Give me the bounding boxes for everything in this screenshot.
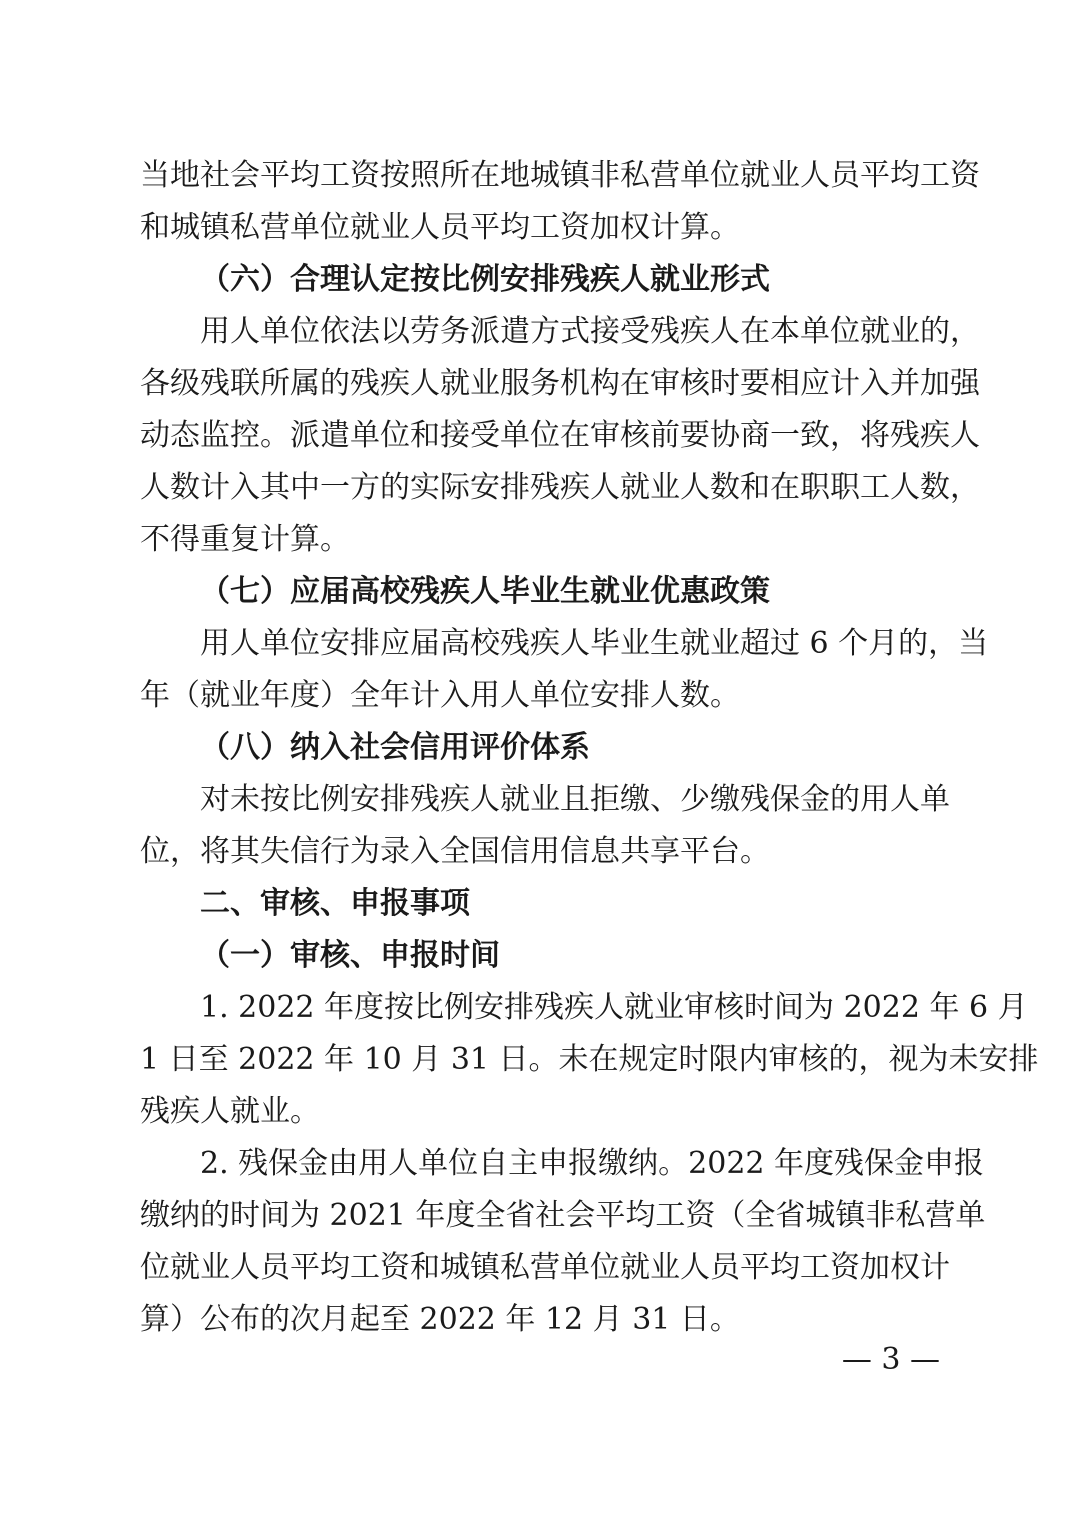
paragraph-line: 年（就业年度）全年计入用人单位安排人数。 bbox=[140, 678, 740, 713]
paragraph-line: 位就业人员平均工资和城镇私营单位就业人员平均工资加权计 bbox=[140, 1250, 950, 1285]
paragraph-line: 动态监控。派遣单位和接受单位在审核前要协商一致，将残疾人 bbox=[140, 418, 980, 453]
section-heading-1: （一）审核、申报时间 bbox=[200, 938, 500, 973]
section-heading-8: （八）纳入社会信用评价体系 bbox=[200, 730, 590, 765]
paragraph-line: 对未按比例安排残疾人就业且拒缴、少缴残保金的用人单 bbox=[200, 782, 950, 817]
paragraph-line: 2. 残保金由用人单位自主申报缴纳。2022 年度残保金申报 bbox=[200, 1146, 985, 1181]
paragraph-line: 当地社会平均工资按照所在地城镇非私营单位就业人员平均工资 bbox=[140, 158, 980, 193]
paragraph-line: 缴纳的时间为 2021 年度全省社会平均工资（全省城镇非私营单 bbox=[140, 1198, 986, 1233]
paragraph-line: 用人单位安排应届高校残疾人毕业生就业超过 6 个月的，当 bbox=[200, 626, 989, 661]
paragraph-line: 位，将其失信行为录入全国信用信息共享平台。 bbox=[140, 834, 770, 869]
paragraph-line: 不得重复计算。 bbox=[140, 522, 350, 557]
chapter-heading-2: 二、审核、申报事项 bbox=[200, 886, 470, 921]
section-heading-7: （七）应届高校残疾人毕业生就业优惠政策 bbox=[200, 574, 770, 609]
paragraph-line: 算）公布的次月起至 2022 年 12 月 31 日。 bbox=[140, 1302, 740, 1337]
paragraph-line: 人数计入其中一方的实际安排残疾人就业人数和在职职工人数， bbox=[140, 470, 980, 505]
paragraph-line: 1. 2022 年度按比例安排残疾人就业审核时间为 2022 年 6 月 bbox=[200, 990, 1028, 1025]
section-heading-6: （六）合理认定按比例安排残疾人就业形式 bbox=[200, 262, 770, 297]
paragraph-line: 残疾人就业。 bbox=[140, 1094, 320, 1129]
paragraph-line: 用人单位依法以劳务派遣方式接受残疾人在本单位就业的， bbox=[200, 314, 980, 349]
paragraph-line: 和城镇私营单位就业人员平均工资加权计算。 bbox=[140, 210, 740, 245]
page-number: — 3 — bbox=[841, 1342, 940, 1377]
paragraph-line: 1 日至 2022 年 10 月 31 日。未在规定时限内审核的，视为未安排 bbox=[140, 1042, 1039, 1077]
paragraph-line: 各级残联所属的残疾人就业服务机构在审核时要相应计入并加强 bbox=[140, 366, 980, 401]
